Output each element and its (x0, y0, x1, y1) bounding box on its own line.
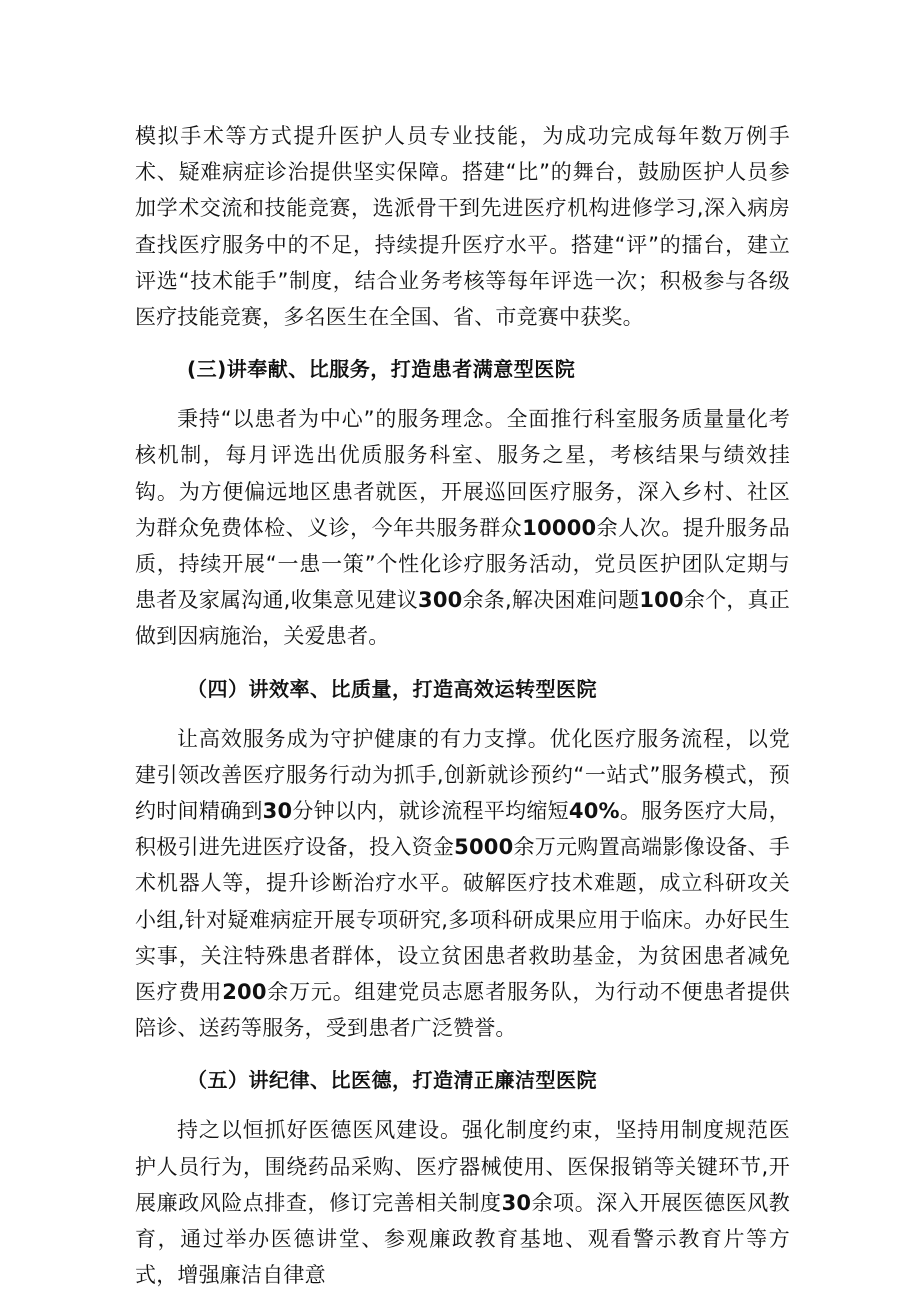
text-run: 余人次。提升服务品质，持续开展“一患一策”个性化诊疗服务活动，党员医护团队定期与患者及家属沟通,收集意见建议 (135, 515, 790, 613)
section-heading-5: （五）讲纪律、比医德，打造清正廉洁型医院 (187, 1068, 597, 1093)
paragraph-section-4 (135, 721, 790, 1047)
figure-regulations: 30 (501, 1190, 532, 1215)
text-run: 分钟以内，就诊流程平均缩短 (292, 799, 569, 824)
section-heading-4: （四）讲效率、比质量，打造高效运转型医院 (187, 676, 597, 701)
text-run: 余万元购置高端影像设备、手术机器人等，提升诊断治疗水平。破解医疗技术难题，成立科研攻关小组,针对疑难病症开展专项研究,多项科研成果应用于临床。办好民生实事，关注特殊患者群体，设立贫困患者救助基金，为贫困患者减免医疗费用 (135, 835, 790, 1005)
paragraph-section-5 (135, 1112, 790, 1293)
figure-minutes: 30 (262, 799, 293, 824)
text-run: 余条,解决困难问题 (462, 588, 640, 613)
section-heading-3: (三)讲奉献、比服务，打造患者满意型医院 (187, 357, 576, 382)
text-run: 余项。深入开展医德医风教育，通过举办医德讲堂、参观廉政教育基地、观看警示教育片等方式，增强廉洁自律意 (135, 1190, 790, 1288)
figure-percent-shortened: 40% (568, 799, 620, 824)
text-run: 持之以恒抓好医德医风建设。强化制度约束，坚持用制度规范医护人员行为，围绕药品采购、医疗器械使用、医保报销等关键环节,开展廉政风险点排查，修订完善相关制度 (135, 1118, 790, 1215)
figure-investment: 5000 (454, 835, 514, 860)
text-run: 余万元。组建党员志愿者服务队，为行动不便患者提供陪诊、送药等服务，受到患者广泛赞誉。 (135, 980, 790, 1041)
text-run: 秉持“以患者为中心”的服务理念。全面推行科室服务质量量化考核机制，每月评选出优质服务科室、服务之星，考核结果与绩效挂钩。为方便偏远地区患者就医，开展巡回医疗服务，深入乡村、社区为群众免费体检、义诊，今年共服务群众 (135, 407, 790, 540)
figure-problems-solved: 100 (639, 588, 684, 613)
figure-suggestions: 300 (418, 588, 463, 613)
text-run: 。服务医疗大局，积极引进先进医疗设备，投入资金 (135, 799, 790, 860)
text-run: 余个，真正做到因病施治，关爱患者。 (135, 588, 790, 649)
text-run: 让高效服务成为守护健康的有力支撑。优化医疗服务流程，以党建引领改善医疗服务行动为抓手,创新就诊预约“一站式”服务模式，预约时间精确到 (135, 726, 790, 824)
paragraph-section-3 (135, 401, 790, 654)
paragraph-continuation: 模拟手术等方式提升医护人员专业技能，为成功完成每年数万例手术、疑难病症诊治提供坚实保障。搭建“比”的舞台，鼓励医护人员参加学术交流和技能竞赛，选派骨干到先进医疗机构进修学习,深入病房查找医疗服务中的不足，持续提升医疗水平。搭建“评”的擂台，建立评选“技术能手”制度，结合业务考核等每年评选一次；积极参与各级医疗技能竞赛，多名医生在全国、省、市竞赛中获奖。 (135, 124, 790, 330)
document-body (135, 118, 790, 1293)
figure-fee-reduction: 200 (222, 980, 267, 1005)
figure-people-served: 10000 (522, 515, 597, 540)
